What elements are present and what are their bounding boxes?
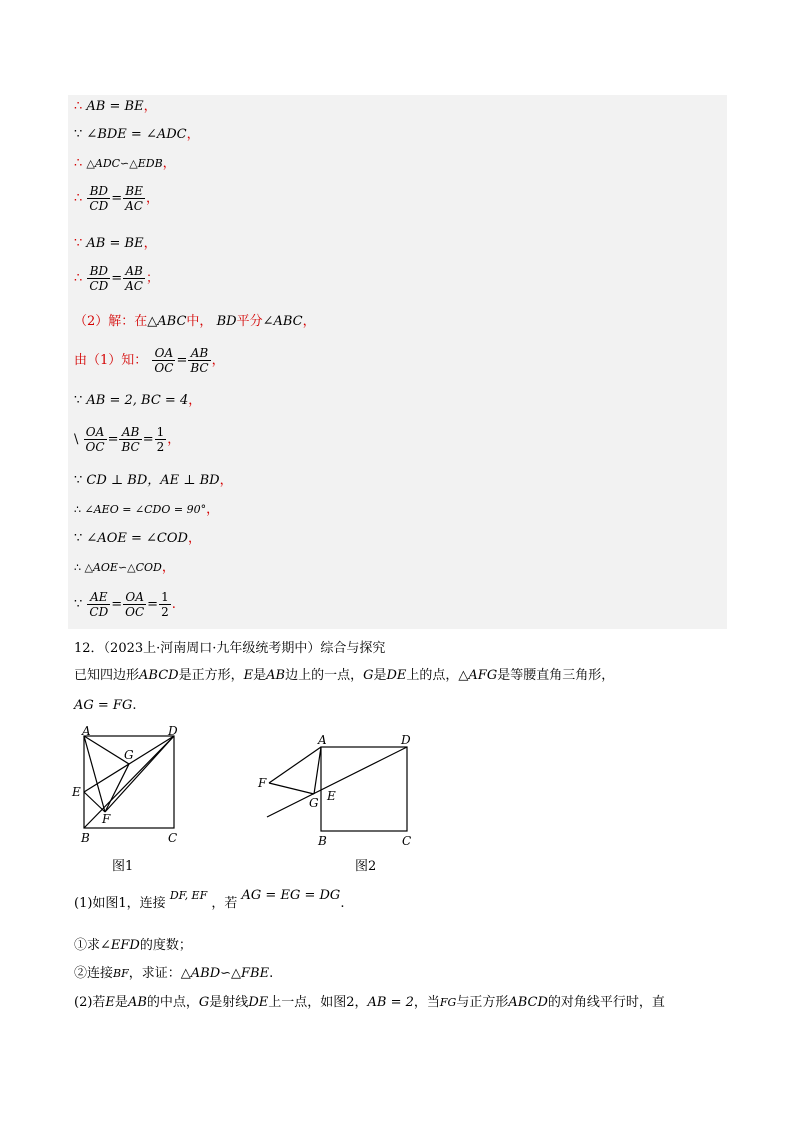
- text: 的对角线平行时，直: [547, 995, 665, 1010]
- numerator: 1: [156, 425, 165, 439]
- solution-line-2: [74, 127, 200, 143]
- text: ②连接: [74, 966, 114, 981]
- because-symbol: ∵: [74, 531, 83, 546]
- text: 边上的一点，: [285, 668, 364, 683]
- label-d: D: [168, 726, 178, 738]
- math-expression: AB = 2, BC = 4: [86, 393, 189, 408]
- denominator: BC: [121, 440, 140, 454]
- math-expression: AG = EG = DG: [241, 888, 341, 903]
- punctuation: ，: [143, 236, 157, 251]
- text: ①求: [74, 938, 101, 953]
- because-symbol: ∵: [74, 236, 83, 251]
- label-f: F: [258, 776, 267, 790]
- because-symbol: ∵: [74, 393, 83, 408]
- math-expression: FG: [439, 996, 457, 1009]
- figure-2-caption: 图2: [355, 859, 377, 874]
- text: 已知四边形: [74, 668, 140, 683]
- text: 与正方形: [456, 995, 509, 1010]
- solution-line-1: [74, 99, 157, 115]
- punctuation: .: [269, 966, 274, 981]
- punctuation: ；: [146, 271, 160, 286]
- therefore-symbol: ∴: [74, 503, 81, 516]
- punctuation: ，: [302, 314, 316, 329]
- text: ，求证：: [128, 966, 181, 981]
- math-expression: △ADC∽△EDB: [86, 157, 163, 170]
- math-expression: AB: [127, 995, 147, 1010]
- numerator: AB: [188, 346, 210, 361]
- math-expression: AB = BE: [86, 236, 144, 251]
- math-expression: E: [105, 995, 115, 1010]
- text: ，当: [413, 995, 440, 1010]
- punctuation: ，: [186, 127, 200, 142]
- denominator: 2: [156, 440, 165, 454]
- math-expression: ∠AOE = ∠COD: [86, 531, 188, 546]
- math-expression: G: [198, 995, 210, 1010]
- label-e: E: [327, 789, 336, 803]
- text: 平分: [236, 314, 263, 329]
- fraction: [87, 590, 110, 619]
- solution-line-8: [74, 346, 225, 375]
- solution-line-11: [74, 473, 233, 489]
- backslash-symbol: \: [74, 432, 79, 447]
- numerator: BD: [87, 184, 110, 199]
- fraction: [119, 425, 141, 454]
- text: 的度数；: [139, 938, 192, 953]
- label-g: G: [124, 748, 134, 762]
- math-expression: BD: [216, 314, 237, 329]
- equals-sign: =: [142, 432, 154, 447]
- text: 是射线: [209, 995, 249, 1010]
- punctuation: .: [340, 896, 345, 911]
- math-expression: G: [363, 668, 374, 683]
- punctuation: ，: [143, 99, 157, 114]
- denominator: OC: [125, 605, 145, 619]
- solution-line-13: [74, 531, 201, 547]
- label-g: G: [309, 796, 319, 810]
- text: (1)如图1，连接: [74, 896, 166, 911]
- math-expression: ABCD: [508, 995, 548, 1010]
- math-expression: ABCD: [139, 668, 179, 683]
- denominator: CD: [89, 279, 109, 293]
- fraction: [159, 590, 171, 619]
- figure-2: [255, 730, 425, 854]
- punctuation: .: [171, 597, 176, 612]
- text: 是等腰直角三角形，: [497, 668, 615, 683]
- punctuation: ，: [167, 432, 181, 447]
- question-1-i: [74, 937, 192, 955]
- punctuation: ，: [211, 353, 225, 368]
- part-label: （2）解：在: [74, 314, 148, 329]
- text: 的中点，: [146, 995, 199, 1010]
- text: 中，: [186, 314, 213, 329]
- text: 是正方形，: [178, 668, 244, 683]
- problem-paragraph-2: [74, 697, 136, 715]
- denominator: CD: [89, 199, 109, 213]
- label-a: A: [82, 726, 91, 738]
- denominator: OC: [154, 361, 174, 375]
- solution-line-10: [74, 425, 180, 454]
- solution-line-5: [74, 236, 157, 252]
- solution-line-7: [74, 314, 316, 330]
- equals-sign: =: [107, 432, 119, 447]
- math-expression: AB = BE: [86, 99, 144, 114]
- text: (2)若: [74, 995, 106, 1010]
- therefore-symbol: ∴: [74, 191, 83, 206]
- math-expression: ∠AEO = ∠CDO = 90°: [84, 503, 207, 516]
- fraction: [123, 590, 146, 619]
- fraction: [123, 184, 145, 213]
- equals-sign: =: [111, 597, 123, 612]
- punctuation: ，: [206, 502, 220, 517]
- punctuation: ，: [162, 156, 176, 171]
- math-expression: ∠ABC: [262, 314, 303, 329]
- denominator: 2: [161, 605, 169, 619]
- label-e: E: [72, 785, 81, 799]
- punctuation: ，: [161, 560, 175, 575]
- therefore-symbol: ∴: [74, 561, 81, 574]
- math-expression: AB = 2: [367, 995, 414, 1010]
- math-expression: E: [243, 668, 254, 683]
- math-expression: BF: [113, 967, 129, 980]
- label-b: B: [81, 831, 90, 845]
- solution-line-6: [74, 264, 159, 293]
- equals-sign: =: [111, 191, 123, 206]
- text: 是: [114, 995, 128, 1010]
- solution-line-4: [74, 184, 159, 213]
- because-symbol: ∵: [74, 473, 83, 488]
- punctuation: ，: [187, 531, 201, 546]
- punctuation: .: [132, 698, 137, 713]
- label-d: D: [401, 733, 411, 747]
- math-expression: AB: [266, 668, 286, 683]
- text: 是: [253, 668, 267, 683]
- solution-line-3: [74, 156, 176, 172]
- label-c: C: [402, 834, 412, 848]
- fraction: [87, 264, 110, 293]
- math-expression: △AOE∽△COD: [84, 561, 162, 574]
- therefore-symbol: ∴: [74, 156, 83, 171]
- fraction: [87, 184, 110, 213]
- equals-sign: =: [176, 353, 188, 368]
- denominator: BC: [190, 361, 209, 375]
- math-expression: CD ⊥ BD，AE ⊥ BD: [86, 473, 220, 488]
- because-symbol: ∵: [74, 597, 83, 612]
- segment-fg: [269, 783, 314, 794]
- solution-line-14: [74, 560, 175, 576]
- fraction: [155, 425, 167, 454]
- solution-line-15: [74, 590, 176, 619]
- equals-sign: =: [111, 271, 123, 286]
- numerator: OA: [84, 425, 107, 440]
- therefore-symbol: ∴: [74, 99, 83, 114]
- problem-header: 12．（2023上·河南周口·九年级统考期中）综合与探究: [74, 641, 386, 656]
- label-a: A: [318, 733, 327, 747]
- solution-line-9: [74, 393, 201, 409]
- denominator: CD: [89, 605, 109, 619]
- text: 由（1）知：: [74, 353, 148, 368]
- question-2: [74, 994, 665, 1012]
- math-expression: DE: [386, 668, 407, 683]
- text: 上一点，如图2，: [268, 995, 368, 1010]
- punctuation: ，: [146, 191, 160, 206]
- punctuation: ，: [188, 393, 202, 408]
- therefore-symbol: ∴: [74, 271, 83, 286]
- text: 上的点，: [406, 668, 459, 683]
- fraction: [188, 346, 210, 375]
- fraction: [123, 264, 145, 293]
- solution-line-12: [74, 502, 219, 518]
- problem-paragraph-1: [74, 667, 614, 685]
- numerator: AE: [87, 590, 110, 605]
- denominator: AC: [125, 279, 143, 293]
- numerator: AB: [119, 425, 141, 440]
- math-expression: DE: [248, 995, 269, 1010]
- because-symbol: ∵: [74, 127, 83, 142]
- segment-ag: [314, 747, 321, 794]
- math-expression: △ABD∽△FBE: [180, 966, 270, 981]
- numerator: AB: [123, 264, 145, 279]
- math-expression: △AFG: [458, 668, 498, 683]
- denominator: AC: [125, 199, 143, 213]
- math-expression: △ABC: [147, 314, 187, 329]
- numerator: 1: [161, 590, 169, 604]
- numerator: BD: [87, 264, 110, 279]
- punctuation: ，: [219, 473, 233, 488]
- segment-af: [269, 747, 321, 783]
- denominator: OC: [85, 440, 105, 454]
- label-b: B: [318, 834, 327, 848]
- text: ，若: [211, 896, 238, 911]
- fraction: [152, 346, 175, 375]
- math-expression: AG = FG: [74, 698, 133, 713]
- numerator: OA: [152, 346, 175, 361]
- figure-1: [66, 726, 186, 850]
- math-expression: ∠BDE = ∠ADC: [86, 127, 187, 142]
- question-1-ii: [74, 965, 273, 983]
- math-expression: DF, EF: [169, 889, 208, 902]
- figure-1-caption: 图1: [112, 859, 134, 874]
- fraction: [84, 425, 107, 454]
- text: 是: [373, 668, 387, 683]
- segment-df: [105, 736, 174, 812]
- label-c: C: [168, 831, 178, 845]
- label-f: F: [102, 812, 111, 826]
- question-1: [74, 888, 345, 913]
- numerator: BE: [123, 184, 145, 199]
- math-expression: ∠EFD: [100, 938, 140, 953]
- numerator: OA: [123, 590, 146, 605]
- equals-sign: =: [147, 597, 159, 612]
- ray-dg: [267, 747, 407, 817]
